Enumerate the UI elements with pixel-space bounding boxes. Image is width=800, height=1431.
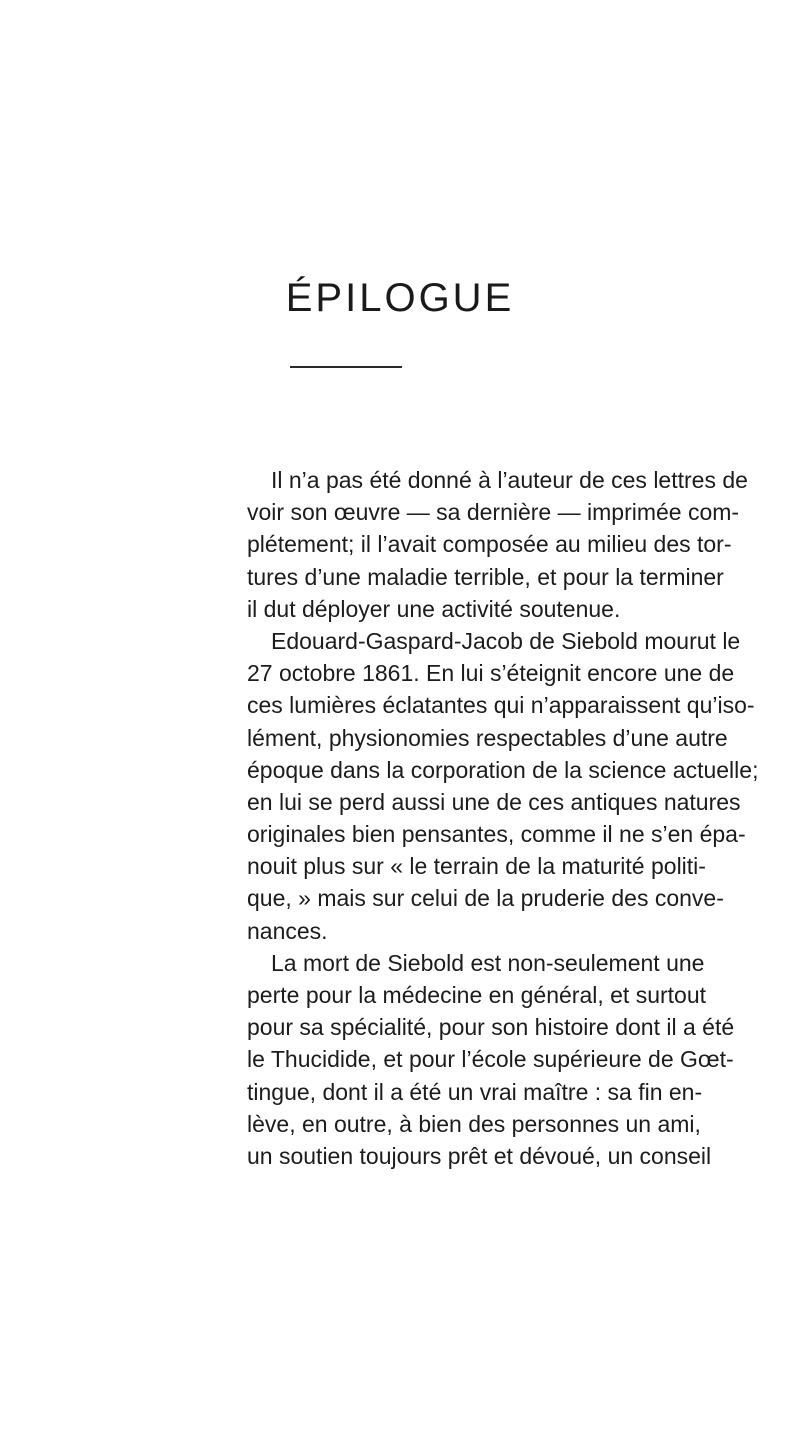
text-line: Edouard-Gaspard-Jacob de Siebold mourut le	[271, 627, 741, 654]
text-line: tures d’une maladie terrible, et pour la terminer	[247, 563, 724, 590]
text-line: lément, physionomies respectables d’une autre	[247, 724, 728, 751]
text-line: nouit plus sur « le terrain de la maturité politi-	[247, 853, 706, 880]
text-line: tingue, dont il a été un vrai maître : sa fin en-	[247, 1078, 703, 1105]
body-text	[247, 464, 759, 1172]
text-line: originales bien pensantes, comme il ne s’en épa-	[247, 821, 746, 848]
text-line: nances.	[247, 917, 328, 944]
text-line: époque dans la corporation de la science actuelle;	[247, 756, 759, 783]
text-line: un soutien toujours prêt et dévoué, un conseil	[247, 1142, 712, 1169]
chapter-title: ÉPILOGUE	[285, 276, 515, 320]
text-line: 27 octobre 1861. En lui s’éteignit encore une de	[247, 660, 735, 687]
text-line: en lui se perd aussi une de ces antiques natures	[247, 788, 741, 815]
text-line: le Thucidide, et pour l’école supérieure de Gœt-	[247, 1046, 734, 1073]
text-line: il dut déployer une activité soutenue.	[247, 595, 621, 622]
text-line: que, » mais sur celui de la pruderie des conve-	[247, 885, 724, 912]
text-line: Il n’a pas été donné à l’auteur de ces lettres de	[271, 467, 748, 493]
text-line: La mort de Siebold est non-seulement une	[271, 949, 705, 976]
text-line: plétement; il l’avait composée au milieu des tor-	[247, 531, 732, 558]
text-line: pour sa spécialité, pour son histoire dont il a été	[247, 1014, 735, 1041]
text-line: ces lumières éclatantes qui n’apparaissent qu’iso-	[247, 692, 755, 719]
text-line: lève, en outre, à bien des personnes un ami,	[247, 1110, 701, 1137]
text-line: voir son œuvre — sa dernière — imprimée com-	[247, 499, 740, 526]
text-line: perte pour la médecine en général, et surtout	[247, 982, 707, 1008]
title-rule	[290, 366, 402, 368]
